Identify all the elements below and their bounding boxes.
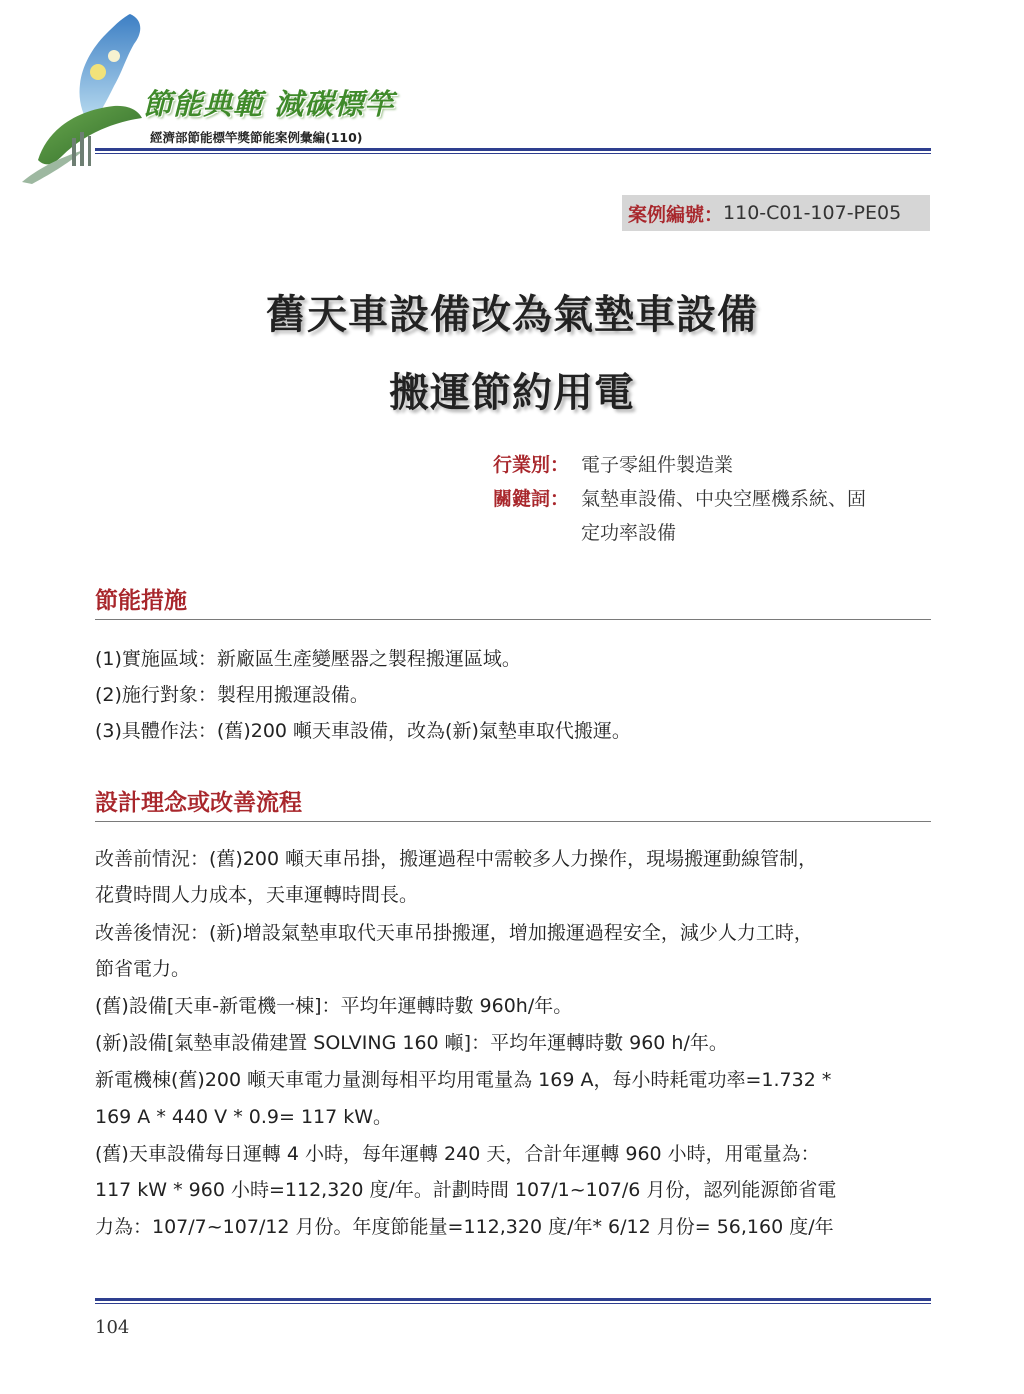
body-line: (舊)設備[天車-新電機一棟]：平均年運轉時數 960h/年。 [95, 995, 573, 1017]
keyword-label: 關鍵詞： [493, 488, 570, 510]
body-line: 節省電力。 [95, 958, 191, 980]
footer-rule-thin [95, 1303, 931, 1304]
case-number-label: 案例編號： [628, 203, 724, 226]
body-line: 改善後情況：(新)增設氣墊車取代天車吊掛搬運，增加搬運過程安全，減少人力工時， [95, 922, 813, 944]
page-title-line-2: 搬運節約用電 [389, 370, 635, 416]
measure-line: (2)施行對象：製程用搬運設備。 [95, 684, 369, 706]
section-heading-measures: 節能措施 [95, 588, 187, 614]
header-rule [95, 148, 931, 151]
page-title-line-1: 舊天車設備改為氣墊車設備 [266, 292, 758, 338]
publication-subtitle: 經濟部節能標竿獎節能案例彙編(110) [150, 130, 363, 145]
measure-line: (1)實施區域：新廠區生產變壓器之製程搬運區域。 [95, 648, 521, 670]
body-line: (新)設備[氣墊車設備建置 SOLVING 160 噸]：平均年運轉時數 960 h/年。 [95, 1032, 728, 1054]
case-number-value: 110-C01-107-PE05 [723, 202, 902, 224]
section-heading-design: 設計理念或改善流程 [95, 790, 302, 816]
case-number-badge [622, 195, 930, 231]
body-line: 力為：107/7~107/12 月份。年度節能量=112,320 度/年* 6/12 月份= 56,160 度/年 [95, 1216, 834, 1238]
section-rule [95, 619, 931, 620]
body-line: 改善前情況：(舊)200 噸天車吊掛，搬運過程中需較多人力操作，現場搬運動線管制， [95, 848, 818, 870]
measure-line: (3)具體作法：(舊)200 噸天車設備，改為(新)氣墊車取代搬運。 [95, 720, 631, 742]
section-rule [95, 821, 931, 822]
brand-slogan: 節能典範 減碳標竿 [143, 87, 395, 121]
body-line: 117 kW * 960 小時=112,320 度/年。計劃時間 107/1~107/6 月份，認列能源節省電 [95, 1179, 837, 1201]
footer-rule [95, 1298, 931, 1301]
industry-value: 電子零組件製造業 [581, 454, 734, 476]
industry-label: 行業別： [493, 454, 570, 476]
page-number: 104 [95, 1317, 130, 1338]
header-rule-thin [95, 153, 931, 154]
keyword-value-line-2: 定功率設備 [581, 522, 677, 544]
keyword-value-line-1: 氣墊車設備、中央空壓機系統、固 [581, 488, 867, 510]
body-line: 花費時間人力成本，天車運轉時間長。 [95, 884, 419, 906]
body-line: (舊)天車設備每日運轉 4 小時，每年運轉 240 天，合計年運轉 960 小時，用電量為： [95, 1143, 820, 1165]
body-line: 新電機棟(舊)200 噸天車電力量測每相平均用電量為 169 A，每小時耗電功率=1.732 * [95, 1069, 832, 1091]
body-line: 169 A * 440 V * 0.9= 117 kW。 [95, 1106, 393, 1128]
